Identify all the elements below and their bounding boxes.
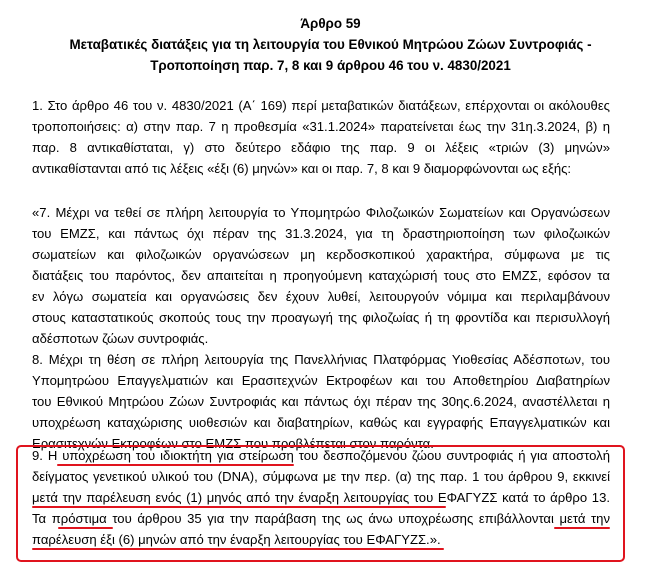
paragraph-7-line: εν λόγω σωματεία και οργανώσεις δεν έχουν λυθεί, λειτουργούν νόμιμα και περιλαμβάνουν	[32, 289, 610, 304]
article-number: Άρθρο 59	[300, 16, 361, 31]
paragraph-9-line: 9. Η υποχρέωση του ιδιοκτήτη για στείρωση του δεσποζόμενου ζώου συντροφιάς ή για αποστολή	[32, 448, 610, 463]
paragraph-7-line: διατάξεις του παρόντος, δεν απαιτείται η προηγούμενη καταχώρισή τους στο ΕΜΖΣ, εφόσον τα	[32, 268, 610, 283]
paragraph-1-line: παρ. 8 αντικαθίσταται, γ) στο δεύτερο εδάφιο της παρ. 9 οι λέξεις «τριών (3) μηνών»	[32, 140, 610, 155]
paragraph-1-line: αντικαθίστανται από τις λέξεις «έξι (6) μηνών» και οι παρ. 7, 8 και 9 διαμορφώνονται ως εξής:	[32, 161, 572, 176]
paragraph-8-line: του Εθνικού Μητρώου Ζώων Συντροφιάς και πάντως όχι πέραν της 30ης.6.2024, αναστέλλεται η	[32, 394, 610, 409]
paragraph-1-line: τροποποιήσεις: α) στην παρ. 7 η προθεσμία «31.1.2024» παρατείνεται έως την 31η.3.2024, β) η	[32, 119, 610, 134]
paragraph-9-line: δείγματος γενετικού υλικού του (DNA), σύμφωνα με την περ. (α) της παρ. 1 του άρθρου 9, εκκινεί	[32, 469, 610, 484]
paragraph-9-line: Τα πρόστιμα του άρθρου 35 για την παράβαση της ως άνω υποχρέωσης επιβάλλονται μετά την	[32, 511, 610, 526]
paragraph-7-line: αδέσποτων ζώων συντροφιάς.	[32, 331, 209, 346]
paragraph-7-line: «7. Μέχρι να τεθεί σε πλήρη λειτουργία το Υπομητρώο Φιλοζωικών Σωματείων και Οργανώσεων	[32, 205, 610, 220]
article-title-line-2: Τροποποίηση παρ. 7, 8 και 9 άρθρου 46 του ν. 4830/2021	[150, 58, 511, 73]
paragraph-1-line: 1. Στο άρθρο 46 του ν. 4830/2021 (Α΄ 169) περί μεταβατικών διατάξεων, επέρχονται οι ακόλουθες	[32, 98, 610, 113]
paragraph-8-line: υποχρέωση καταχώρισης υιοθεσιών και διαβατηρίων, καθώς και εγγραφής Επαγγελματικών και	[32, 415, 610, 430]
paragraph-8-line: Υπομητρώου Επαγγελματιών και Ερασιτεχνών Εκτροφέων και του Αποθετηρίου Διαβατηρίων	[32, 373, 610, 388]
paragraph-9-line: παρέλευση έξι (6) μηνών από την έναρξη λειτουργίας του ΕΦΑΓΥΖΣ.».	[32, 532, 441, 547]
paragraph-8-line: 8. Μέχρι τη θέση σε πλήρη λειτουργία της Πανελλήνιας Πλατφόρμας Υιοθεσίας Αδέσποτων, του	[32, 352, 610, 367]
paragraph-8-line: Ερασιτεχνών Εκτροφέων στο ΕΜΖΣ που προβλέπεται στον παρόντα.	[32, 436, 434, 451]
paragraph-9-line: μετά την παρέλευση ενός (1) μηνός από την έναρξη λειτουργίας του ΕΦΑΓΥΖΣ κατά το άρθρο 13.	[32, 490, 610, 505]
paragraph-7-line: του ΕΜΖΣ, και πάντως όχι πέραν της 31.3.2024, για τη δραστηριοποίηση των φιλοζωικών	[32, 226, 610, 241]
paragraph-7-line: σωματείων και φιλοζωικών οργανώσεων μη κερδοσκοπικού χαρακτήρα, σύμφωνα με τις	[32, 247, 610, 262]
paragraph-7-line: στους καταστατικούς σκοπούς τους την προαγωγή της φιλοζωίας ή τη φροντίδα και περισυλλογή	[32, 310, 610, 325]
article-title-line-1: Μεταβατικές διατάξεις για τη λειτουργία του Εθνικού Μητρώου Ζώων Συντροφιάς -	[69, 37, 592, 52]
